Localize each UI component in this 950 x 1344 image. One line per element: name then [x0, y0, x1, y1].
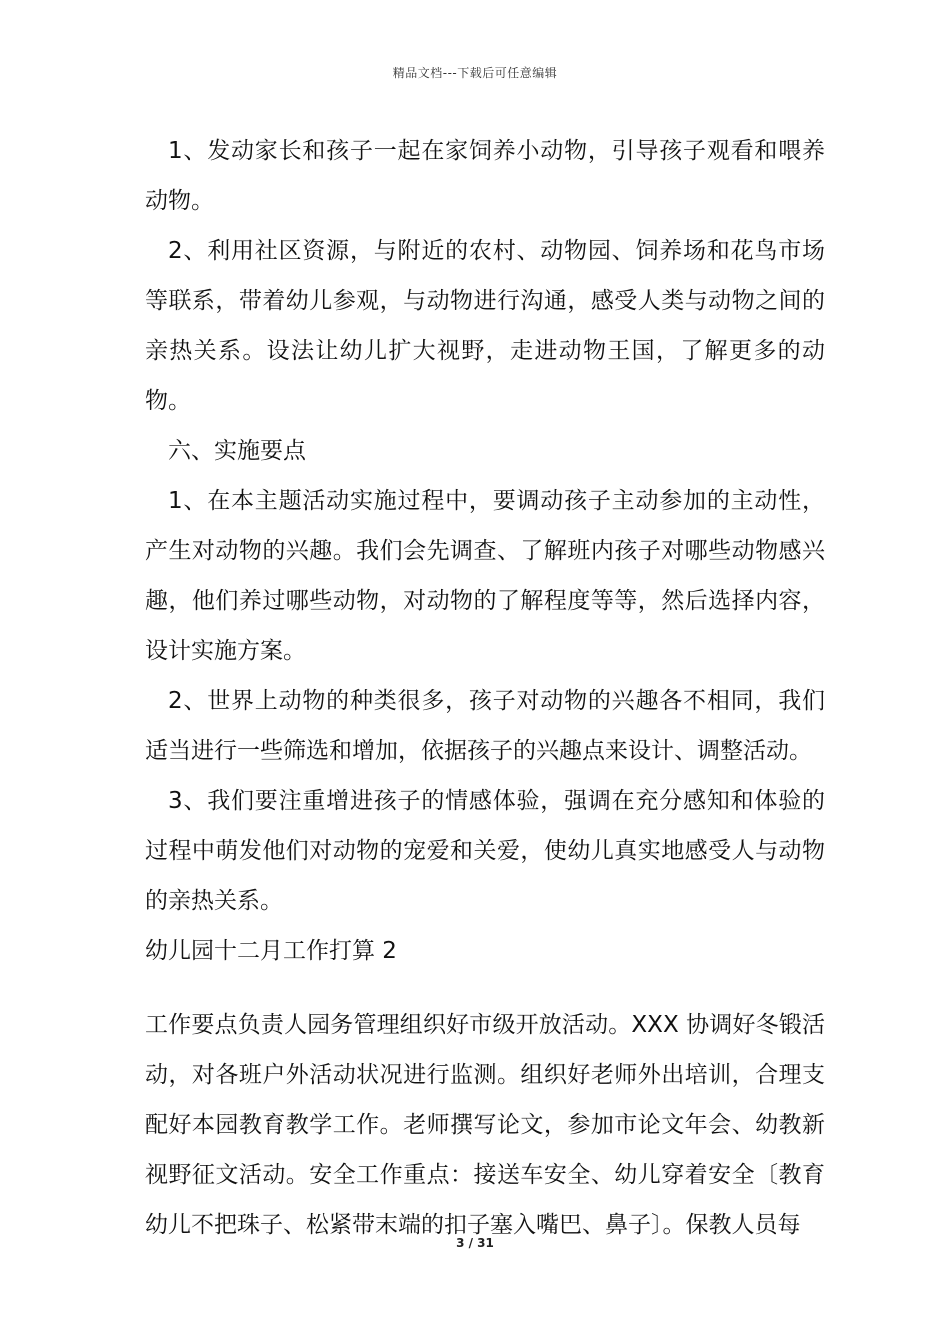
paragraph-3: 1、在本主题活动实施过程中，要调动孩子主动参加的主动性，产生对动物的兴趣。我们会先调查、了解班内孩子对哪些动物感兴趣，他们养过哪些动物，对动物的了解程度等等，然后选择内容，设计实施方案。 [145, 488, 825, 664]
paragraph-1: 1、发动家长和孩子一起在家饲养小动物，引导孩子观看和喂养动物。 [145, 138, 825, 214]
document-subtitle: 幼儿园十二月工作打算 2 [145, 938, 397, 964]
paragraph-4: 2、世界上动物的种类很多，孩子对动物的兴趣各不相同，我们适当进行一些筛选和增加，依据孩子的兴趣点来设计、调整活动。 [145, 688, 825, 764]
section-title-implementation: 六、实施要点 [168, 438, 306, 464]
paragraph-5: 3、我们要注重增进孩子的情感体验，强调在充分感知和体验的过程中萌发他们对动物的宠爱和关爱，使幼儿真实地感受人与动物的亲热关系。 [145, 788, 825, 914]
paragraph-work-plan: 工作要点负责人园务管理组织好市级开放活动。XXX 协调好冬锻活动，对各班户外活动状况进行监测。组织好老师外出培训，合理支配好本园教育教学工作。老师撰写论文，参加市论文年会、幼教新视野征文活动。安全工作重点：接送车安全、幼儿穿着安全〔教育幼儿不把珠子、松紧带末端的扣子塞入嘴巴、鼻子〕。保教人员每 [145, 1012, 825, 1238]
page-number: 3 / 31 [456, 1236, 494, 1250]
page-header: 精品文档---下载后可任意编辑 [392, 66, 558, 80]
paragraph-2: 2、利用社区资源，与附近的农村、动物园、饲养场和花鸟市场等联系，带着幼儿参观，与动物进行沟通，感受人类与动物之间的亲热关系。设法让幼儿扩大视野，走进动物王国，了解更多的动物。 [145, 238, 825, 414]
document-body [145, 126, 825, 1250]
